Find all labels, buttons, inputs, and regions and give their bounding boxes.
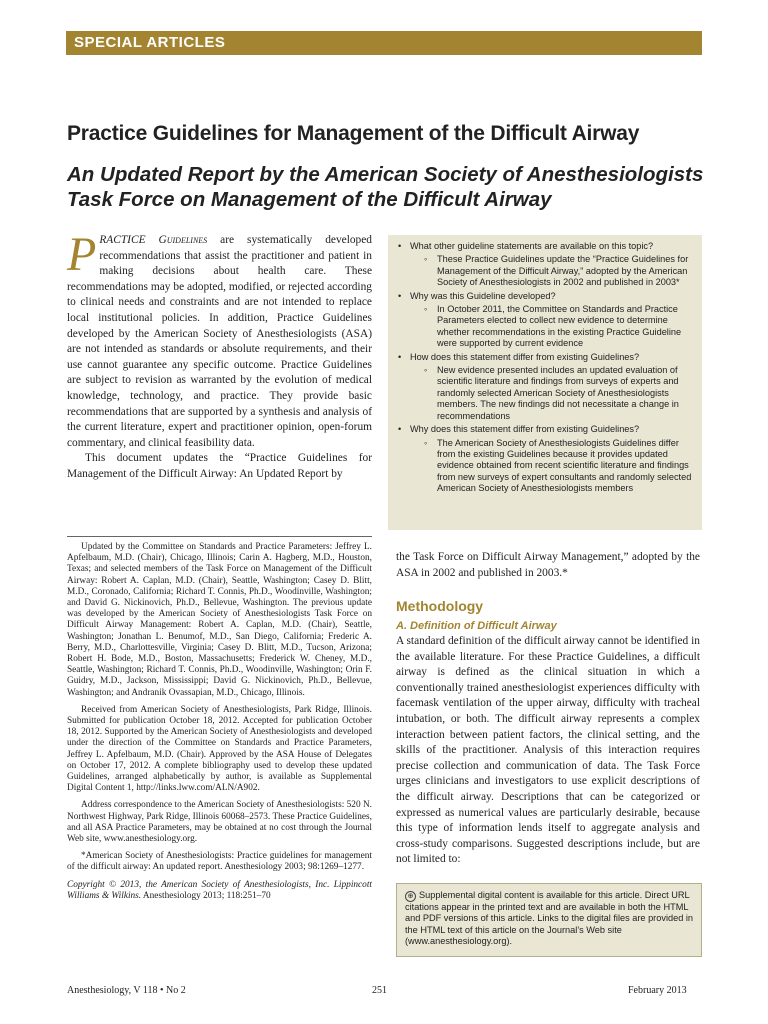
methodology-heading: Methodology <box>396 598 484 614</box>
continued-paragraph: the Task Force on Difficult Airway Management,” adopted by the ASA in 2002 and published in 2003.* <box>396 551 700 579</box>
intro-lead: RACTICE Guidelines <box>99 234 208 246</box>
footer-page-number: 251 <box>372 985 387 996</box>
supplemental-content-icon: ⊕ <box>405 891 416 902</box>
citation-text: Anesthesiology 2013; 118:251–70 <box>141 890 271 901</box>
copyright-notice <box>67 880 372 902</box>
definition-subheading: A. Definition of Difficult Airway <box>396 620 557 632</box>
faq-item <box>398 424 694 494</box>
faq-answer: ◦ New evidence presented includes an updated evaluation of scientific literature and findings from surveys of experts and randomly selected American Society of Anesthesiologists members. The new findings did not necessitate a change in recommendations <box>410 365 694 422</box>
faq-answer: ◦ The American Society of Anesthesiologists Guidelines differ from the existing Guidelines because it provides updated evidence obtained from recent scientific literature and findings from new surveys of expert consultants and randomly selected American Society of Anesthesiologists members <box>410 438 694 495</box>
footnote-committee: Updated by the Committee on Standards and Practice Parameters: Jeffrey L. Apfelbaum, M.D. (Chair), Chicago, Illinois; Carin A. Hagberg, M.D., Houston, Texas; and selected members of the Task Force on Management of the Difficult Airway: Robert A. Caplan, M.D. (Chair), Seattle, Washington; Casey D. Blitt, M.D., Coronado, California; Richard T. Connis, Ph.D., Woodinville, Washington; and David G. Nickinovich, Ph.D., Bellevue, Washington. The previous update was developed by the American Society of Anesthesiologists Task Force on Difficult Airway Management: Robert A. Caplan, M.D. (Chair), Seattle, Washington; Jonathan L. Benumof, M.D., San Diego, California; Frederic A. Berry, M.D., Charlottesville, Virginia; Casey D. Blitt, M.D., Tucson, Arizona; Robert H. Bode, M.D., Boston, Massachusetts; Frederick W. Cheney, M.D., Seattle, Washington; Richard T. Connis, Ph.D., Woodinville, Washington; Orin F. Guidry, M.D., Jackson, Mississippi; David G. Nickinovich, Ph.D., Bellevue, Washington; and Andranik Ovassapian, M.D., Chicago, Illinois. <box>67 542 372 698</box>
intro-column <box>67 228 373 483</box>
intro-paragraph-1 <box>67 228 373 451</box>
supplemental-note <box>397 884 701 948</box>
section-label: SPECIAL ARTICLES <box>74 34 226 51</box>
footnote-reference: *American Society of Anesthesiologists: Practice guidelines for management of the difficult airway: An updated report. Anesthesiology 2003; 98:1269–1277. <box>67 851 372 873</box>
definition-paragraph: A standard definition of the difficult airway cannot be identified in the available literature. For these Practice Guidelines, a difficult airway is defined as the clinical situation in which a conventionally trained anesthesiologist experiences difficulty with facemask ventilation of the upper airway, difficulty with tracheal intubation, or both. The difficult airway represents a complex interaction between patient factors, the clinical setting, and the skills of the practitioner. Analysis of this interaction requires precise collection and communication of data. The Task Force urges clinicians and investigators to use explicit descriptions of the difficult airway. Descriptions that can be categorized or expressed as numerical values are particularly desirable, because this type of information lends itself to aggregate analysis and cross-study comparisons. Suggested descriptions include, but are not limited to: <box>396 635 700 866</box>
copyright-text: Copyright © 2013, the American Society of Anesthesiologists, Inc. Lippincott Williams & Wilkins. <box>67 879 372 901</box>
faq-item <box>398 291 694 350</box>
faq-answer: ◦ In October 2011, the Committee on Standards and Practice Parameters elected to collect new evidence to determine whether recommendations in the existing Practice Guideline were supported by current evidence <box>410 304 694 350</box>
footer-date: February 2013 <box>628 985 687 996</box>
footer-journal: Anesthesiology, V 118 • No 2 <box>67 985 186 996</box>
faq-item <box>398 352 694 422</box>
supplemental-text: Supplemental digital content is available for this article. Direct URL citations appear in the printed text and are available in both the HTML and PDF versions of this article. Links to the digital files are provided in the HTML text of this article on the Journal’s Web site (www.anesthesiology.org). <box>405 890 694 947</box>
faq-question: How does this statement differ from existing Guidelines? <box>410 351 640 362</box>
footnote-divider <box>67 536 372 537</box>
footnote-received: Received from American Society of Anesthesiologists, Park Ridge, Illinois. Submitted for publication October 18, 2012. Accepted for publication October 18, 2012. Supported by the American Society of Anesthesiologists and developed under the direction of the Committee on Standards and Practice Parameters, Jeffrey L. Apfelbaum, M.D. (Chair). Approved by the ASA House of Delegates on October 17, 2012. A complete bibliography used to develop these updated Guidelines, arranged alphabetically by author, is available as Supplemental Digital Content 1, http://links.lww.com/ALN/A902. <box>67 704 372 794</box>
faq-question: Why does this statement differ from existing Guidelines? <box>410 424 640 435</box>
article-subtitle <box>67 162 717 212</box>
supplemental-box <box>396 883 702 957</box>
faq-box <box>388 235 702 530</box>
faq-question: Why was this Guideline developed? <box>410 290 556 301</box>
section-banner <box>66 31 702 55</box>
footnote-correspondence: Address correspondence to the American Society of Anesthesiologists: 520 N. Northwest Highway, Park Ridge, Illinois 60068–2573. These Practice Guidelines, and all ASA Practice Parameters, may be obtained at no cost through the Journal Web site, www.anesthesiology.org. <box>67 800 372 845</box>
subtitle-line-1: An Updated Report by the American Society of Anesthesiologists <box>67 163 704 186</box>
article-title: Practice Guidelines for Management of the Difficult Airway <box>67 122 640 145</box>
intro-text: are systematically developed recommendations that assist the practitioner and patient in making decisions about health care. These recommendations may be adopted, modified, or rejected according to clinical needs and constraints and are not intended to replace local institutional policies. In addition, Practice Guidelines developed by the American Society of Anesthesiologists (ASA) are not intended as standards or absolute requirements, and their use cannot guarantee any specific outcome. Practice Guidelines are subject to revision as warranted by the evolution of medical knowledge, technology, and practice. They provide basic recommendations that are supported by a synthesis and analysis of the current literature, expert and practitioner opinion, open-forum commentary, and clinical feasibility data. <box>67 234 373 449</box>
faq-question: What other guideline statements are available on this topic? <box>410 241 654 251</box>
faq-list <box>388 235 702 495</box>
faq-item <box>398 241 694 289</box>
intro-paragraph-2: This document updates the “Practice Guidelines for Management of the Difficult Airway: An Updated Report by <box>67 452 372 480</box>
footnotes <box>67 542 372 908</box>
drop-cap: P <box>67 228 97 281</box>
faq-answer: ◦ These Practice Guidelines update the “Practice Guidelines for Management of the Difficult Airway,” adopted by the American Society of Anesthesiologists in 2002 and published in 2003* <box>410 254 694 288</box>
subtitle-line-2: Task Force on Management of the Difficult Airway <box>67 188 552 211</box>
